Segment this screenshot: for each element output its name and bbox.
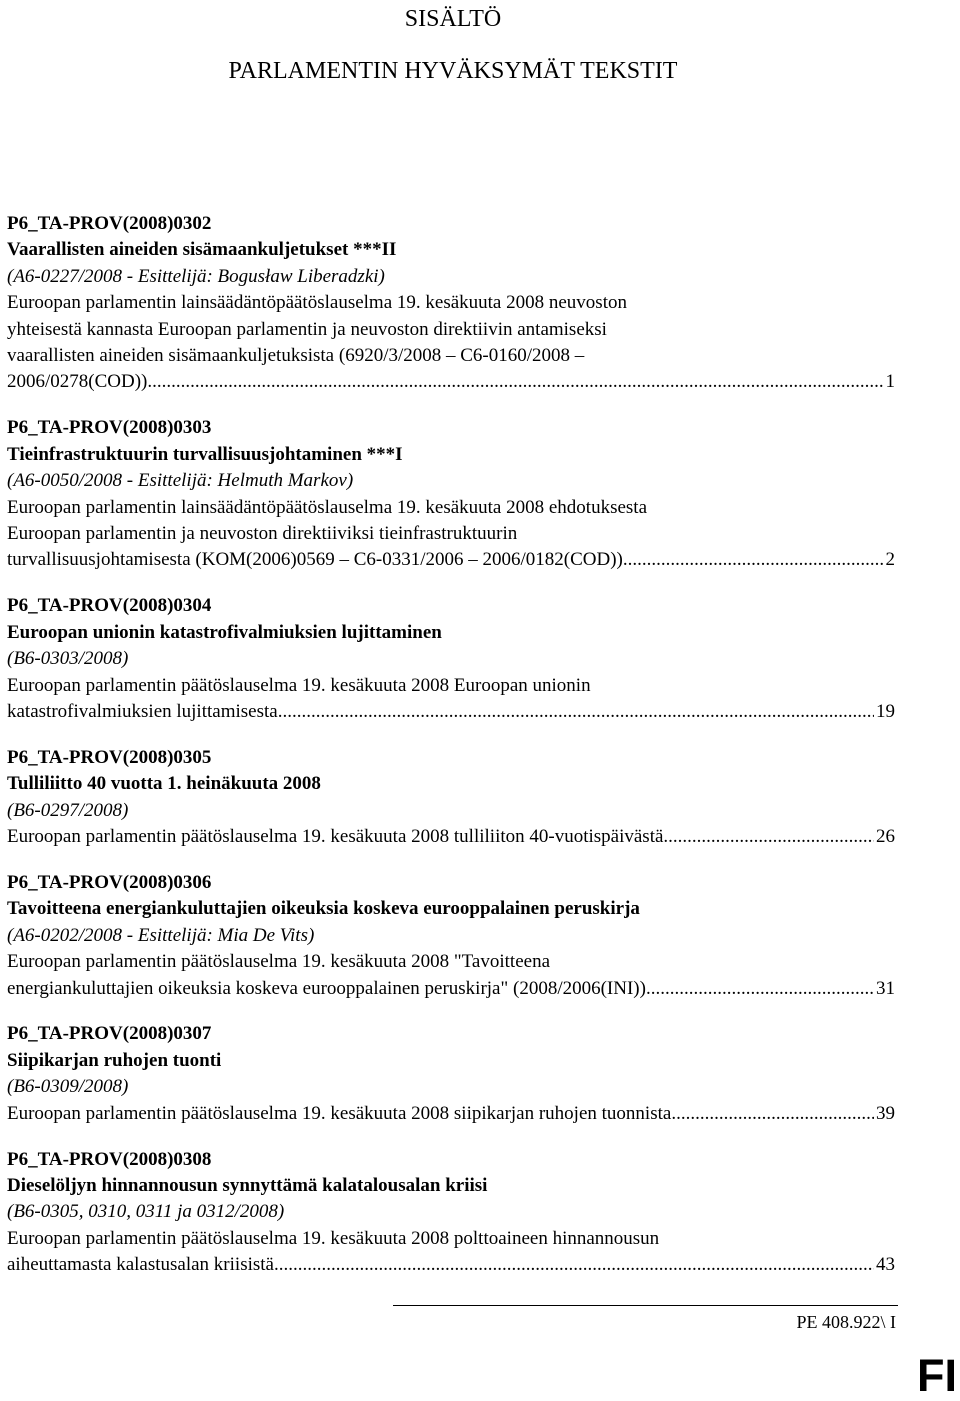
entry-description-line: turvallisuusjohtamisesta (KOM(2006)0569 – C6-0331/2006 – 2006/0182(COD)) [7, 549, 623, 571]
page-number[interactable]: 1 [885, 371, 895, 393]
page-number[interactable]: 39 [876, 1102, 895, 1124]
leader-dots [147, 369, 883, 395]
toc-entry[interactable] [7, 1147, 895, 1279]
entry-description-line: Euroopan parlamentin päätöslauselma 19. kesäkuuta 2008 polttoaineen hinnannousun [7, 1227, 660, 1249]
entry-rapporteur: (B6-0309/2008) [7, 1076, 129, 1098]
page-number[interactable]: 19 [876, 700, 895, 722]
page-number[interactable]: 26 [876, 826, 895, 848]
page-number[interactable]: 2 [885, 549, 895, 571]
entry-description-line: energiankuluttajien oikeuksia koskeva eurooppalainen peruskirja" (2008/2006(INI)) [7, 977, 646, 999]
entry-description-line: Euroopan parlamentin lainsäädäntöpäätöslauselma 19. kesäkuuta 2008 ehdotuksesta [7, 496, 648, 518]
entry-rapporteur: (B6-0305, 0310, 0311 ja 0312/2008) [7, 1201, 285, 1223]
entry-description-line: katastrofivalmiuksien lujittamisesta [7, 700, 278, 722]
entry-subject: Euroopan unionin katastrofivalmiuksien lujittaminen [7, 621, 442, 643]
entry-last-line [7, 824, 895, 850]
entry-rapporteur: (A6-0227/2008 - Esittelijä: Bogusław Liberadzki) [7, 265, 385, 287]
page-number[interactable]: 43 [876, 1254, 895, 1276]
page-title: SISÄLTÖ [404, 6, 502, 32]
entry-last-line [7, 976, 895, 1002]
leader-dots [671, 1101, 874, 1127]
page-number[interactable]: 31 [876, 977, 895, 999]
leader-dots [623, 547, 884, 573]
entry-code[interactable]: P6_TA-PROV(2008)0305 [7, 746, 212, 768]
language-code: FI [917, 1350, 957, 1401]
toc-entry[interactable] [7, 745, 895, 851]
entry-subject: Siipikarjan ruhojen tuonti [7, 1049, 222, 1071]
entry-code[interactable]: P6_TA-PROV(2008)0302 [7, 213, 212, 234]
leader-dots [274, 1252, 874, 1278]
entry-description-line: Euroopan parlamentin päätöslauselma 19. kesäkuuta 2008 tulliliiton 40-vuotispäivästä [7, 826, 664, 848]
leader-dots [278, 699, 874, 725]
entry-description-line: Euroopan parlamentin päätöslauselma 19. kesäkuuta 2008 Euroopan unionin [7, 674, 591, 696]
entry-description-line: vaarallisten aineiden sisämaankuljetuksista (6920/3/2008 – C6-0160/2008 – [7, 345, 585, 367]
entry-code[interactable]: P6_TA-PROV(2008)0307 [7, 1023, 212, 1045]
entry-code[interactable]: P6_TA-PROV(2008)0308 [7, 1148, 212, 1170]
entry-last-line [7, 369, 895, 395]
entry-subject: Tieinfrastruktuurin turvallisuusjohtaminen ***I [7, 443, 403, 465]
entry-last-line [7, 1101, 895, 1127]
entry-description-line: Euroopan parlamentin päätöslauselma 19. kesäkuuta 2008 "Tavoitteena [7, 951, 551, 973]
leader-dots [646, 976, 874, 1002]
entry-code[interactable]: P6_TA-PROV(2008)0306 [7, 871, 212, 893]
entry-subject: Vaarallisten aineiden sisämaankuljetukset ***II [7, 239, 397, 261]
leader-dots [663, 824, 874, 850]
entry-description-line: 2006/0278(COD)) [7, 371, 148, 393]
toc-entry[interactable] [7, 1021, 895, 1127]
footer-divider [393, 1305, 898, 1306]
table-of-contents [7, 211, 895, 1298]
entry-last-line [7, 547, 895, 573]
entry-code[interactable]: P6_TA-PROV(2008)0304 [7, 595, 212, 617]
entry-last-line [7, 1252, 895, 1278]
document-reference: PE 408.922\ I [796, 1312, 896, 1332]
entry-subject: Dieselöljyn hinnannousun synnyttämä kalatalousalan kriisi [7, 1175, 488, 1196]
entry-rapporteur: (B6-0303/2008) [7, 648, 129, 670]
entry-rapporteur: (A6-0050/2008 - Esittelijä: Helmuth Markov) [7, 470, 354, 492]
toc-entry[interactable] [7, 593, 895, 725]
entry-last-line [7, 699, 895, 725]
entry-subject: Tavoitteena energiankuluttajien oikeuksia koskeva eurooppalainen peruskirja [7, 898, 640, 920]
toc-entry[interactable] [7, 211, 895, 396]
entry-description-line: Euroopan parlamentin päätöslauselma 19. kesäkuuta 2008 siipikarjan ruhojen tuonnista [7, 1102, 672, 1124]
entry-description-line: aiheuttamasta kalastusalan kriisistä [7, 1254, 274, 1276]
entry-subject: Tulliliitto 40 vuotta 1. heinäkuuta 2008 [7, 773, 321, 795]
entry-description-line: yhteisestä kannasta Euroopan parlamentin ja neuvoston direktiivin antamiseksi [7, 318, 607, 340]
entry-code[interactable]: P6_TA-PROV(2008)0303 [7, 417, 212, 439]
entry-description-line: Euroopan parlamentin lainsäädäntöpäätöslauselma 19. kesäkuuta 2008 neuvoston [7, 292, 627, 314]
toc-entry[interactable] [7, 415, 895, 573]
toc-entry[interactable] [7, 870, 895, 1002]
entry-rapporteur: (B6-0297/2008) [7, 799, 129, 821]
section-title: PARLAMENTIN HYVÄKSYMÄT TEKSTIT [228, 58, 678, 84]
entry-description-line: Euroopan parlamentin ja neuvoston direktiiviksi tieinfrastruktuurin [7, 522, 518, 544]
entry-rapporteur: (A6-0202/2008 - Esittelijä: Mia De Vits) [7, 924, 315, 946]
